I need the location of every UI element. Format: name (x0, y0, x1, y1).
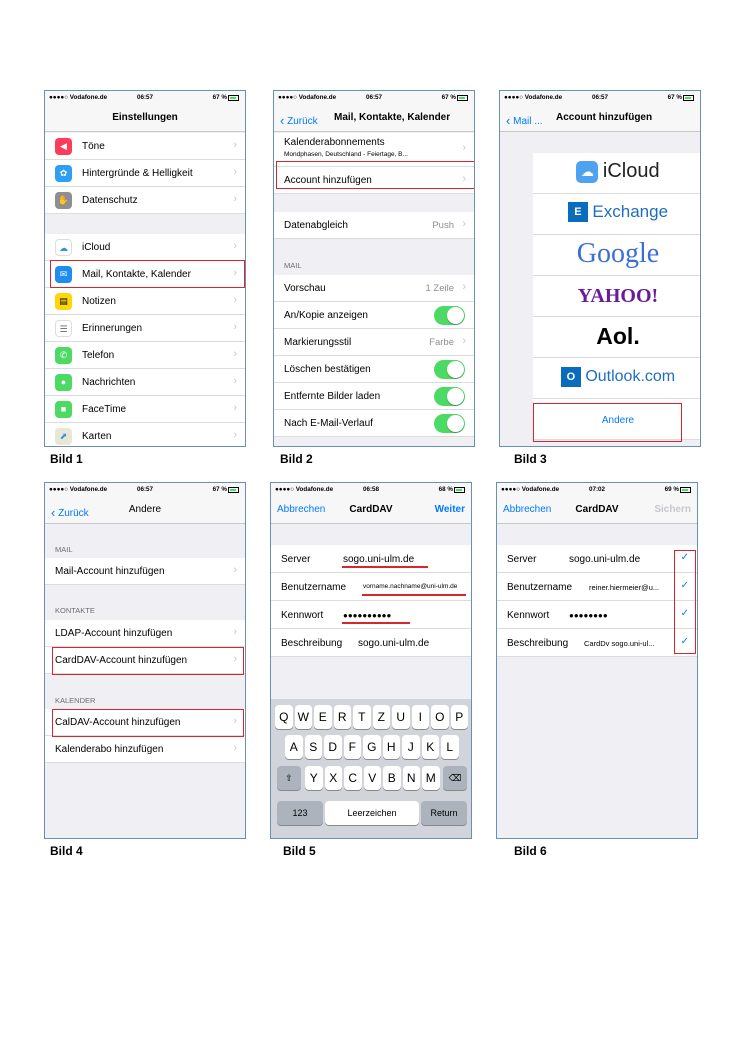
battery-icon (457, 95, 468, 101)
screen-other (44, 482, 246, 839)
checkmark-icon: ✓ (680, 608, 689, 619)
key-d[interactable]: D (324, 735, 342, 759)
highlight-box (533, 403, 682, 442)
exchange-icon: E (568, 202, 588, 222)
provider-aol[interactable] (533, 317, 701, 358)
space-key[interactable]: Leerzeichen (325, 801, 419, 825)
chevron-right-icon: › (233, 166, 237, 178)
load-remote-images-row: Entfernte Bilder laden (274, 383, 474, 410)
key-z[interactable]: Z (373, 705, 391, 729)
highlight-box (50, 260, 245, 288)
carrier-label: ●●●●○ Vodafone.de (275, 486, 334, 493)
add-ldap-account-row[interactable]: LDAP-Account hinzufügen › (45, 620, 245, 647)
key-s[interactable]: S (305, 735, 323, 759)
chevron-right-icon: › (233, 348, 237, 360)
carrier-label: ●●●●○ Vodafone.de (278, 94, 337, 101)
settings-item-icloud[interactable]: ☁ iCloud › (45, 234, 245, 261)
provider-icloud[interactable]: ☁ iCloud (533, 153, 701, 194)
provider-google[interactable] (533, 235, 701, 276)
flag-style-row[interactable]: Markierungsstil Farbe › (274, 329, 474, 356)
battery-percent: 67 % (212, 94, 227, 101)
section-header-mail: MAIL (55, 545, 73, 554)
status-bar (271, 483, 471, 496)
server-field[interactable]: sogo.uni-ulm.de (569, 554, 641, 565)
clock: 06:57 (136, 486, 154, 493)
outlook-icon: O (561, 367, 581, 387)
fetch-new-data-row[interactable]: Datenabgleich Push › (274, 212, 474, 239)
server-field[interactable]: sogo.uni-ulm.de (343, 554, 415, 565)
chevron-right-icon: › (233, 294, 237, 306)
video-camera-icon: ■ (55, 401, 72, 418)
highlight-underline (342, 566, 428, 568)
next-button[interactable]: Weiter (434, 504, 465, 515)
key-r[interactable]: R (334, 705, 352, 729)
caption-bild-5: Bild 5 (283, 844, 316, 858)
chevron-right-icon: › (233, 742, 237, 754)
clock: 06:58 (362, 486, 380, 493)
description-row[interactable]: Beschreibung sogo.uni-ulm.de (271, 629, 471, 657)
carrier-label: ●●●●○ Vodafone.de (501, 486, 560, 493)
navigation-bar (45, 104, 245, 132)
back-button[interactable]: ‹ Mail ... (506, 113, 543, 128)
key-k[interactable]: K (422, 735, 440, 759)
navigation-bar (274, 104, 474, 132)
highlight-box (674, 550, 696, 654)
chevron-right-icon: › (462, 218, 466, 230)
key-n[interactable]: N (403, 766, 421, 790)
chevron-right-icon: › (462, 335, 466, 347)
key-l[interactable]: L (441, 735, 459, 759)
page-title: Einstellungen (112, 112, 178, 123)
key-m[interactable]: M (422, 766, 440, 790)
chevron-right-icon: › (233, 653, 237, 665)
provider-other[interactable]: Andere (533, 399, 701, 440)
battery-icon (228, 95, 239, 101)
clock: 07:02 (588, 486, 606, 493)
provider-outlook[interactable]: O Outlook.com (533, 358, 701, 399)
settings-item-wallpaper[interactable]: ✿ Hintergründe & Helligkeit › (45, 160, 245, 187)
username-row[interactable]: Benutzername vorname.nachname@uni-ulm.de (271, 573, 471, 601)
chevron-right-icon: › (462, 281, 466, 293)
show-to-cc-toggle[interactable] (434, 306, 465, 325)
hand-icon: ✋ (55, 192, 72, 209)
checkmark-icon: ✓ (680, 580, 689, 591)
battery-percent: 67 % (441, 94, 456, 101)
list-icon: ☰ (55, 320, 72, 337)
page-title: CardDAV (349, 504, 393, 515)
screen-mail-contacts-calendar (273, 90, 475, 447)
flower-icon: ✿ (55, 165, 72, 182)
chevron-right-icon: › (233, 429, 237, 441)
speech-bubble-icon: ● (55, 374, 72, 391)
username-field[interactable]: reiner.hiermeier@u... (589, 583, 660, 592)
username-field[interactable]: vorname.nachname@uni-ulm.de (363, 583, 458, 590)
screen-add-account (499, 90, 701, 447)
key-y[interactable]: Y (305, 766, 323, 790)
key-q[interactable]: Q (275, 705, 293, 729)
key-v[interactable]: V (364, 766, 382, 790)
map-icon: ⬈ (55, 428, 72, 445)
numbers-key[interactable]: 123 (277, 801, 323, 825)
checkmark-icon: ✓ (680, 636, 689, 647)
chevron-right-icon: › (233, 564, 237, 576)
envelope-icon: ✉ (55, 266, 72, 283)
section-header-calendar: KALENDER (55, 696, 96, 705)
ask-before-deleting-row: Löschen bestätigen (274, 356, 474, 383)
section-header-mail: MAIL (284, 261, 302, 270)
page-title: Account hinzufügen (556, 112, 653, 123)
section-header-contacts: KONTAKTE (55, 606, 95, 615)
provider-yahoo[interactable] (533, 276, 701, 317)
settings-item-notes[interactable]: ▤ Notizen › (45, 288, 245, 315)
clock: 06:57 (365, 94, 383, 101)
battery-percent: 68 % (438, 486, 453, 493)
battery-percent: 67 % (667, 94, 682, 101)
chevron-right-icon: › (233, 139, 237, 151)
back-button[interactable]: ‹ Zurück (51, 505, 89, 520)
cancel-button[interactable]: Abbrechen (277, 504, 326, 515)
key-h[interactable]: H (383, 735, 401, 759)
clock: 06:57 (136, 94, 154, 101)
description-row[interactable]: Beschreibung CardDv sogo.uni-ul... ✓ (497, 629, 697, 657)
settings-item-messages[interactable]: ● Nachrichten › (45, 369, 245, 396)
password-row[interactable]: Kennwort ●●●●●●●●●● (271, 601, 471, 629)
battery-percent: 67 % (212, 486, 227, 493)
key-w[interactable]: W (295, 705, 313, 729)
username-row[interactable]: Benutzername reiner.hiermeier@u... ✓ (497, 573, 697, 601)
settings-item-maps[interactable]: ⬈ Karten › (45, 423, 245, 447)
settings-item-facetime[interactable]: ■ FaceTime › (45, 396, 245, 423)
chevron-right-icon: › (233, 715, 237, 727)
screen-settings (44, 90, 246, 447)
preview-row[interactable]: Vorschau 1 Zeile › (274, 275, 474, 302)
google-logo: Google (576, 238, 660, 269)
calendar-subscriptions-row[interactable]: Kalenderabonnements Mondphasen, Deutschland - Feiertage, B... › (274, 133, 474, 167)
navigation-bar (500, 104, 700, 132)
icloud-icon: ☁ (576, 161, 598, 183)
navigation-bar (45, 496, 245, 524)
page-title: Andere (128, 504, 162, 515)
server-row[interactable]: Server sogo.uni-ulm.de (271, 545, 471, 573)
clock: 06:57 (591, 94, 609, 101)
status-bar (45, 483, 245, 496)
highlight-underline (342, 622, 410, 624)
screen-carddav-verified (496, 482, 698, 839)
navigation-bar (497, 496, 697, 524)
chevron-left-icon: ‹ (506, 113, 511, 128)
caption-bild-2: Bild 2 (280, 452, 313, 466)
carrier-label: ●●●●○ Vodafone.de (49, 94, 108, 101)
yahoo-logo: YAHOO! (577, 285, 659, 307)
settings-item-sounds[interactable]: ◀ Töne › (45, 133, 245, 160)
key-e[interactable]: E (314, 705, 332, 729)
add-calendar-subscription-row[interactable]: Kalenderabo hinzufügen › (45, 736, 245, 763)
key-f[interactable]: F (344, 735, 362, 759)
organize-by-thread-row: Nach E-Mail-Verlauf (274, 410, 474, 437)
keyboard (271, 699, 471, 838)
provider-exchange[interactable]: E Exchange (533, 194, 701, 235)
battery-icon (680, 487, 691, 493)
server-row[interactable]: Server sogo.uni-ulm.de ✓ (497, 545, 697, 573)
key-j[interactable]: J (402, 735, 420, 759)
key-x[interactable]: X (325, 766, 343, 790)
add-mail-account-row[interactable]: Mail-Account hinzufügen › (45, 558, 245, 585)
caption-bild-1: Bild 1 (50, 452, 83, 466)
settings-item-reminders[interactable]: ☰ Erinnerungen › (45, 315, 245, 342)
highlight-box (276, 161, 475, 189)
key-o[interactable]: O (431, 705, 449, 729)
settings-item-phone[interactable]: ✆ Telefon › (45, 342, 245, 369)
navigation-bar (271, 496, 471, 524)
back-button[interactable]: ‹ Zurück (280, 113, 318, 128)
chevron-right-icon: › (233, 626, 237, 638)
organize-by-thread-toggle[interactable] (434, 414, 465, 433)
ask-before-deleting-toggle[interactable] (434, 360, 465, 379)
settings-item-privacy[interactable]: ✋ Datenschutz › (45, 187, 245, 214)
settings-item-mail-contacts-calendar[interactable]: ✉ Mail, Kontakte, Kalender › (45, 261, 245, 288)
chevron-right-icon: › (233, 321, 237, 333)
speaker-icon: ◀ (55, 138, 72, 155)
description-field[interactable]: CardDv sogo.uni-ul... (584, 639, 655, 648)
password-field[interactable]: ●●●●●●●● (569, 611, 608, 620)
shift-key[interactable]: ⇧ (277, 766, 301, 790)
backspace-key[interactable]: ⌫ (443, 766, 467, 790)
chevron-right-icon: › (233, 267, 237, 279)
add-account-row[interactable]: Account hinzufügen › (274, 167, 474, 194)
page-title: Mail, Kontakte, Kalender (334, 112, 451, 123)
screen-carddav-entry (270, 482, 472, 839)
battery-percent: 69 % (664, 486, 679, 493)
description-field[interactable]: sogo.uni-ulm.de (358, 638, 430, 649)
key-c[interactable]: C (344, 766, 362, 790)
key-a[interactable]: A (285, 735, 303, 759)
load-remote-images-toggle[interactable] (434, 387, 465, 406)
save-button[interactable]: Sichern (654, 504, 691, 515)
page-title: CardDAV (575, 504, 619, 515)
status-bar (45, 91, 245, 104)
status-bar (497, 483, 697, 496)
highlight-underline (362, 594, 466, 596)
status-bar (274, 91, 474, 104)
return-key[interactable]: Return (421, 801, 467, 825)
checkmark-icon: ✓ (680, 552, 689, 563)
carrier-label: ●●●●○ Vodafone.de (504, 94, 563, 101)
caption-bild-3: Bild 3 (514, 452, 547, 466)
key-p[interactable]: P (451, 705, 469, 729)
cloud-icon: ☁ (55, 239, 72, 256)
status-bar (500, 91, 700, 104)
password-row[interactable]: Kennwort ●●●●●●●● ✓ (497, 601, 697, 629)
chevron-right-icon: › (233, 240, 237, 252)
key-b[interactable]: B (383, 766, 401, 790)
caption-bild-6: Bild 6 (514, 844, 547, 858)
chevron-right-icon: › (233, 193, 237, 205)
caption-bild-4: Bild 4 (50, 844, 83, 858)
add-carddav-account-row[interactable]: CardDAV-Account hinzufügen › (45, 647, 245, 674)
aol-logo: Aol. (596, 323, 640, 349)
show-to-cc-row: An/Kopie anzeigen (274, 302, 474, 329)
key-i[interactable]: I (412, 705, 430, 729)
phone-icon: ✆ (55, 347, 72, 364)
battery-icon (454, 487, 465, 493)
key-g[interactable]: G (363, 735, 381, 759)
chevron-right-icon: › (233, 375, 237, 387)
key-t[interactable]: T (353, 705, 371, 729)
password-field[interactable]: ●●●●●●●●●● (343, 611, 392, 620)
highlight-box (52, 709, 244, 737)
battery-icon (683, 95, 694, 101)
carrier-label: ●●●●○ Vodafone.de (49, 486, 108, 493)
chevron-right-icon: › (462, 142, 466, 154)
battery-icon (228, 487, 239, 493)
chevron-left-icon: ‹ (280, 113, 285, 128)
notepad-icon: ▤ (55, 293, 72, 310)
chevron-left-icon: ‹ (51, 505, 56, 520)
key-u[interactable]: U (392, 705, 410, 729)
chevron-right-icon: › (233, 402, 237, 414)
cancel-button[interactable]: Abbrechen (503, 504, 552, 515)
highlight-box (52, 647, 244, 675)
chevron-right-icon: › (462, 173, 466, 185)
add-caldav-account-row[interactable]: CalDAV-Account hinzufügen › (45, 709, 245, 736)
